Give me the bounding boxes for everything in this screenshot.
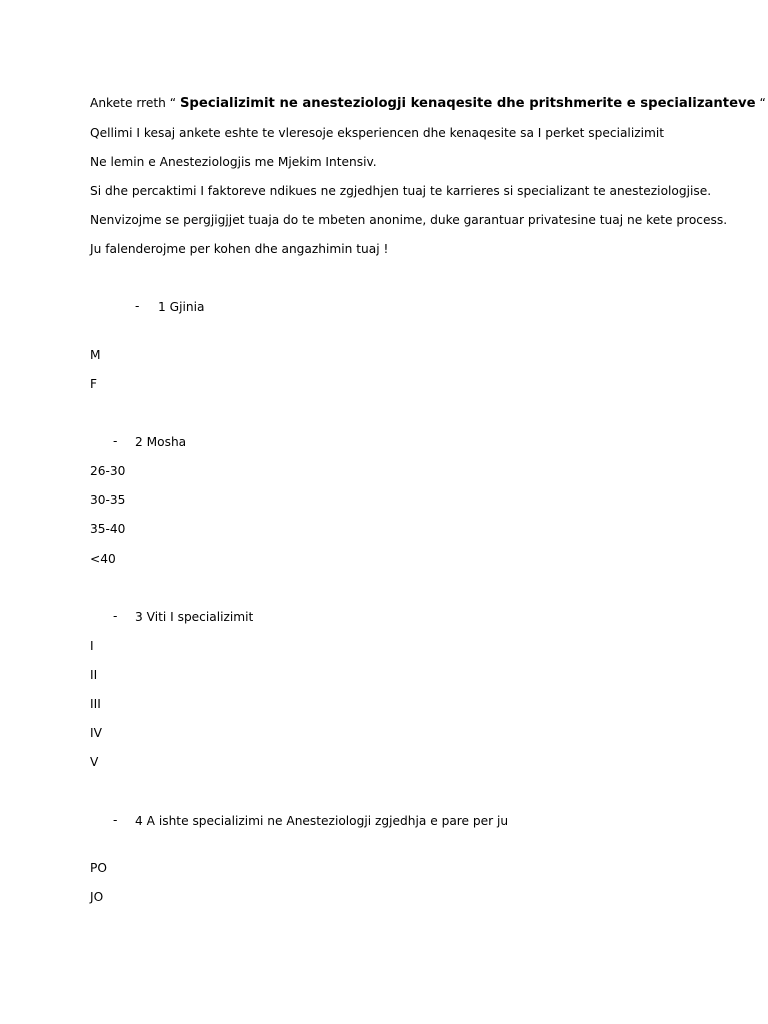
- answer-option[interactable]: I: [90, 639, 94, 653]
- intro-paragraph: Si dhe percaktimi I faktoreve ndikues ne zgjedhjen tuaj te karrieres si specializant te anesteziologjise.: [90, 184, 712, 198]
- answer-option[interactable]: III: [90, 697, 101, 711]
- answer-option[interactable]: M: [90, 348, 101, 362]
- intro-paragraph: Ne lemin e Anesteziologjis me Mjekim Intensiv.: [90, 155, 377, 169]
- intro-paragraph: Nenvizojme se pergjigjjet tuaja do te mbeten anonime, duke garantuar privatesine tuaj ne kete process.: [90, 213, 728, 227]
- bullet-dash: -: [113, 813, 118, 827]
- answer-option[interactable]: JO: [90, 890, 104, 904]
- title-suffix: “: [755, 96, 766, 110]
- question-label: 2 Mosha: [135, 435, 187, 449]
- question-label: 3 Viti I specializimit: [135, 610, 254, 624]
- answer-option[interactable]: 35-40: [90, 522, 126, 536]
- document-title: [90, 95, 766, 112]
- question-label: 4 A ishte specializimi ne Anesteziologji zgjedhja e pare per ju: [135, 814, 509, 828]
- bullet-dash: -: [135, 299, 140, 313]
- intro-paragraph: Ju falenderojme per kohen dhe angazhimin tuaj !: [90, 242, 389, 256]
- answer-option[interactable]: II: [90, 668, 98, 682]
- answer-option[interactable]: PO: [90, 861, 107, 875]
- answer-option[interactable]: F: [90, 377, 98, 391]
- answer-option[interactable]: 30-35: [90, 493, 126, 507]
- answer-option[interactable]: 26-30: [90, 464, 126, 478]
- bullet-dash: -: [113, 434, 118, 448]
- intro-paragraph: Qellimi I kesaj ankete eshte te vleresoje eksperiencen dhe kenaqesite sa I perket specializimit: [90, 126, 665, 140]
- bullet-dash: -: [113, 609, 118, 623]
- title-main: Specializimit ne anesteziologji kenaqesite dhe pritshmerite e specializanteve: [179, 96, 756, 111]
- answer-option[interactable]: <40: [90, 552, 116, 566]
- title-prefix: Ankete rreth “: [90, 96, 180, 110]
- answer-option[interactable]: IV: [90, 726, 102, 740]
- question-label: 1 Gjinia: [158, 300, 205, 314]
- answer-option[interactable]: V: [90, 755, 99, 769]
